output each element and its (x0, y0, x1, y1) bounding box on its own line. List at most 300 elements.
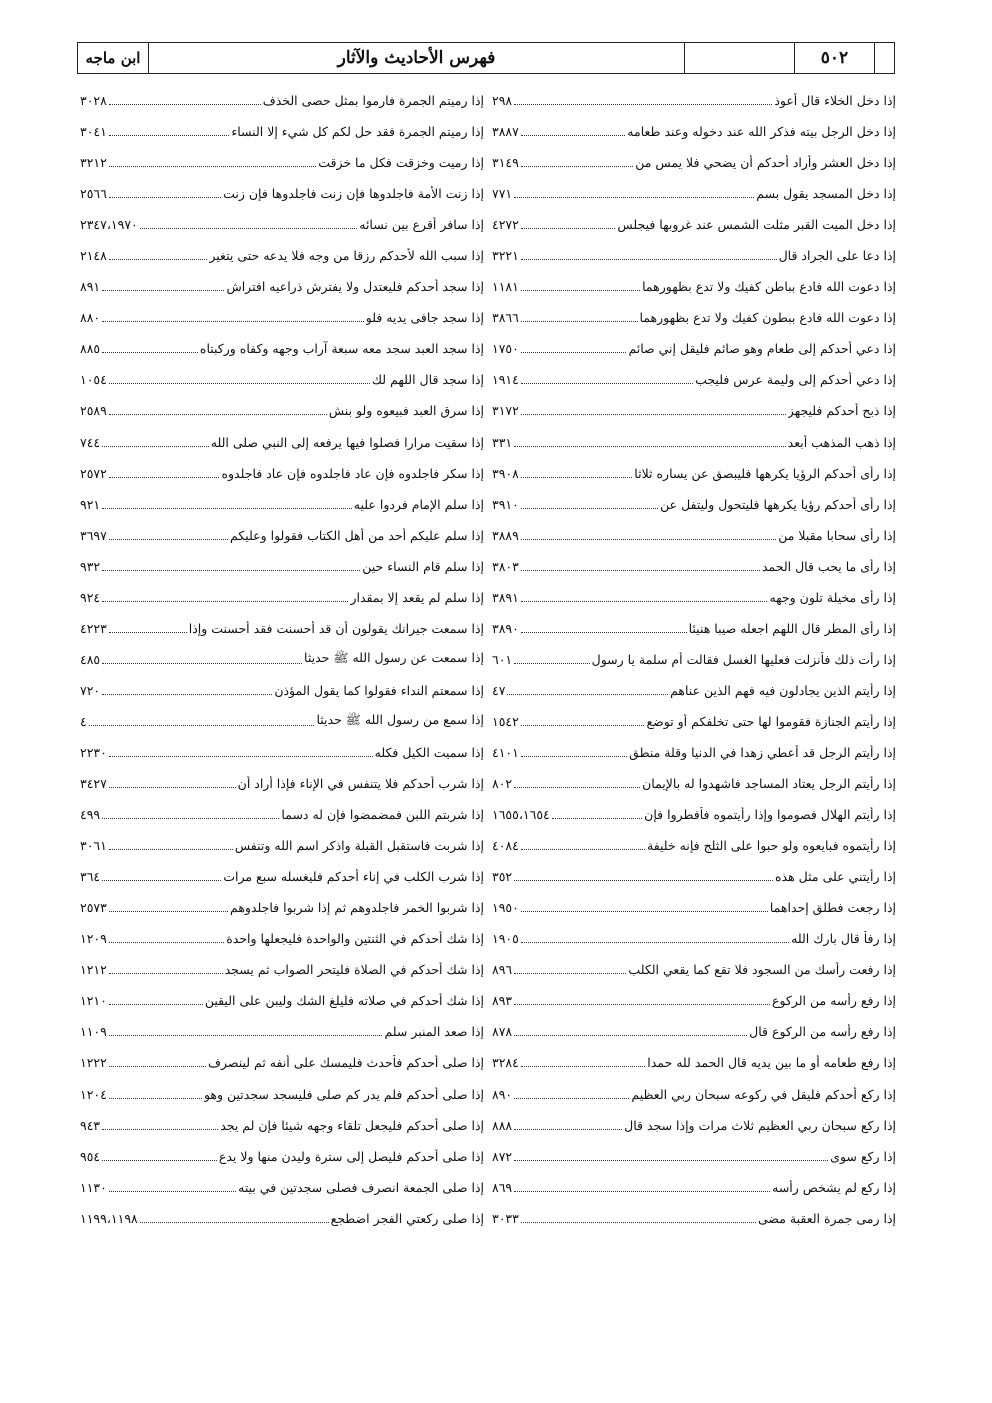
dot-leader (109, 1066, 206, 1067)
dot-leader (514, 880, 773, 881)
dot-leader (109, 197, 221, 198)
entry-ref-number: ٢٣٤٧،١٩٧٠ (80, 217, 138, 233)
index-entry (80, 768, 484, 799)
entry-ref-number: ٣٦٩٧ (80, 527, 107, 543)
index-entry (80, 333, 484, 364)
entry-ref-number: ١٠٥٤ (80, 372, 107, 388)
entry-ref-number: ٨٩٠ (492, 1086, 513, 1102)
entry-text: إذا دخل الرجل بيته فذكر الله عند دخوله وعند طعامه (627, 124, 896, 140)
dot-leader (102, 321, 364, 322)
entry-text: إذا صلى ركعتي الفجر اضطجع (330, 1210, 484, 1226)
entry-ref-number: ١٢١٠ (80, 993, 107, 1009)
entry-ref-number: ٣٨٩٠ (492, 620, 519, 636)
dot-leader (102, 1160, 217, 1161)
dot-leader (514, 1098, 629, 1099)
entry-ref-number: ٣٨٨٧ (492, 124, 519, 140)
entry-text: إذا دخل الميت القبر مثلت الشمس عند غروبها فيجلس (617, 217, 896, 233)
entry-ref-number: ٣٢٨٤ (492, 1055, 519, 1071)
entry-ref-number: ١١٩٩،١١٩٨ (80, 1210, 138, 1226)
entry-ref-number: ٨٨٨ (492, 1117, 513, 1133)
index-entry (80, 209, 484, 240)
entry-text: إذا شربتم اللبن فمضمضوا فإن له دسما (281, 807, 484, 823)
entry-text: إذا سجد قال اللهم لك (371, 372, 484, 388)
index-entry (492, 85, 896, 116)
dot-leader (102, 694, 272, 695)
entry-ref-number: ٢٥٨٩ (80, 403, 107, 419)
index-entry (80, 675, 484, 706)
index-entry (80, 830, 484, 861)
entry-text: إذا دعوت الله فادع بباطن كفيك ولا تدع بظهورهما (642, 279, 896, 295)
entry-text: إذا سلم الإمام فردوا عليه (353, 496, 484, 512)
entry-text: إذا ركع لم يشخص رأسه (772, 1179, 896, 1195)
dot-leader (521, 228, 616, 229)
entry-text: إذا صلى أحدكم فليصل إلى سترة وليدن منها ولا يدع (218, 1148, 484, 1164)
entry-text: إذا سمعت جيرانك يقولون أن قد أحسنت فقد أحسنت وإذا (188, 620, 484, 636)
entry-ref-number: ٣٨٨٩ (492, 527, 519, 543)
entry-ref-number: ١١٣٠ (80, 1179, 107, 1195)
entry-ref-number: ٣٩٠٨ (492, 465, 519, 481)
entry-ref-number: ٢٥٧٣ (80, 900, 107, 916)
dot-leader (521, 911, 768, 912)
entry-text: إذا رفع طعامه أو ما بين يديه قال الحمد لله حمدا (647, 1055, 896, 1071)
dot-leader (514, 1191, 770, 1192)
entry-ref-number: ٤٩٩ (80, 807, 101, 823)
book-name: ابن ماجه (85, 49, 141, 67)
index-entry (492, 178, 896, 209)
index-entry (80, 178, 484, 209)
entry-text: إذا سكر فاجلدوه فإن عاد فاجلدوه فإن عاد فاجلدوه (221, 465, 484, 481)
entry-ref-number: ٨٨٠ (80, 310, 101, 326)
index-entry (492, 458, 896, 489)
page-number: ٥٠٢ (794, 43, 874, 73)
entry-ref-number: ٧٢٠ (80, 682, 101, 698)
page-header (77, 42, 895, 74)
entry-text: إذا رأيتموه فبايعوه ولو حبوا على الثلج فإنه خليفة (647, 838, 896, 854)
entry-ref-number: ٨٩٦ (492, 962, 513, 978)
index-entry (80, 582, 484, 613)
dot-leader (109, 104, 261, 105)
entry-text: إذا دعي أحدكم إلى طعام وهو صائم فليقل إني صائم (628, 341, 896, 357)
index-entry (492, 1141, 896, 1172)
entry-text: إذا رفع رأسه من الركوع (771, 993, 896, 1009)
dot-leader (521, 942, 789, 943)
index-entry (492, 613, 896, 644)
entry-ref-number: ١٦٥٥،١٦٥٤ (492, 807, 550, 823)
dot-leader (109, 911, 228, 912)
dot-leader (102, 1129, 218, 1130)
dot-leader (521, 1066, 645, 1067)
entry-text: إذا شربت فاستقبل القبلة واذكر اسم الله وتنفس (234, 838, 484, 854)
entry-text: إذا شك أحدكم في الثنتين والواحدة فليجعلها واحدة (226, 931, 484, 947)
entry-ref-number: ٣٠٦١ (80, 838, 107, 854)
index-entry (492, 799, 896, 830)
index-entry (80, 1016, 484, 1047)
index-entry (492, 1172, 896, 1203)
entry-ref-number: ٣٣١ (492, 434, 513, 450)
dot-leader (109, 477, 220, 478)
index-entry (492, 520, 896, 551)
entry-text: إذا سجد جافى يديه فلو (365, 310, 484, 326)
index-entry (492, 271, 896, 302)
entry-text: إذا سلم قام النساء حين (362, 558, 484, 574)
index-entry (492, 582, 896, 613)
entry-ref-number: ٨٨٥ (80, 341, 101, 357)
index-entry (492, 644, 896, 675)
dot-leader (109, 259, 208, 260)
entry-ref-number: ٣٨٦٦ (492, 310, 519, 326)
index-entry (80, 1079, 484, 1110)
index-entry (80, 458, 484, 489)
entry-text: إذا سميت الكيل فكله (374, 745, 484, 760)
index-entry (492, 427, 896, 458)
index-entry (80, 1203, 484, 1234)
entry-text: إذا دخل المسجد يقول بسم (756, 186, 896, 202)
entry-text: إذا صلى أحدكم فأحدث فليمسك على أنفه ثم لينصرف (208, 1055, 484, 1071)
entry-ref-number: ٦٠١ (492, 651, 513, 667)
entry-ref-number: ٣٢١٢ (80, 155, 107, 171)
dot-leader (102, 508, 352, 509)
index-entry (492, 1110, 896, 1141)
page-title: فهرس الأحاديث والآثار (148, 43, 684, 73)
entry-ref-number: ٣٤٢٧ (80, 776, 107, 792)
entry-ref-number: ٤٢٧٢ (492, 217, 519, 233)
entry-ref-number: ٨٦٩ (492, 1179, 513, 1195)
entry-ref-number: ٢٥٦٦ (80, 186, 107, 202)
entry-text: إذا زنت الأمة فاجلدوها فإن زنت فاجلدوها فإن زنت (223, 186, 484, 202)
entry-text: إذا ركع سوى (830, 1148, 896, 1164)
entry-ref-number: ١٢٠٩ (80, 931, 107, 947)
dot-leader (521, 259, 777, 260)
entry-text: إذا شربوا الخمر فاجلدوهم ثم إذا شربوا فاجلدوهم (230, 900, 484, 916)
index-entry (80, 551, 484, 582)
index-entry (80, 271, 484, 302)
right-column (492, 85, 896, 1234)
entry-text: إذا سلم عليكم أحد من أهل الكتاب فقولوا وعليكم (230, 527, 484, 543)
dot-leader (109, 1004, 203, 1005)
entry-text: إذا رأى أحدكم الرؤيا يكرهها فليبصق عن يساره ثلاثا (634, 465, 896, 481)
dot-leader (102, 570, 360, 571)
dot-leader (521, 477, 632, 478)
index-entry (492, 706, 896, 737)
entry-text: إذا رأيتم الرجل يعتاد المساجد فاشهدوا له بالإيمان (642, 776, 896, 792)
index-entry (80, 1047, 484, 1078)
entry-text: إذا سجد أحدكم فليعتدل ولا يفترش ذراعيه افتراش (226, 279, 484, 295)
entry-text: إذا دخل الخلاء قال أعوذ (774, 93, 896, 109)
index-entry (492, 830, 896, 861)
index-entry (492, 302, 896, 333)
dot-leader (514, 1035, 747, 1036)
index-entry (80, 1110, 484, 1141)
entry-ref-number: ١٢١٢ (80, 962, 107, 978)
index-entry (80, 954, 484, 985)
dot-leader (514, 1004, 770, 1005)
dot-leader (109, 849, 233, 850)
entry-text: إذا سلم لم يقعد إلا بمقدار (350, 589, 484, 605)
entry-text: إذا صلى الجمعة انصرف فصلى سجدتين في بيته (238, 1179, 484, 1195)
dot-leader (514, 197, 754, 198)
entry-text: إذا رأى مخيلة تلون وجهه (769, 589, 896, 605)
index-entry (492, 209, 896, 240)
entry-ref-number: ٣٠٤١ (80, 124, 107, 140)
index-entry (492, 116, 896, 147)
entry-text: إذا رأى ما يحب قال الحمد (761, 558, 896, 574)
entry-ref-number: ١٩٠٥ (492, 931, 519, 947)
dot-leader (109, 1191, 236, 1192)
entry-text: إذا رأيتم الهلال فصوموا وإذا رأيتموه فأفطروا فإن (644, 807, 896, 823)
index-entry (492, 333, 896, 364)
index-entry (80, 427, 484, 458)
entry-ref-number: ٨٩١ (80, 279, 101, 295)
entry-text: إذا رفعت رأسك من السجود فلا تقع كما يقعي الكلب (628, 962, 896, 978)
entry-ref-number: ٢٢٣٠ (80, 745, 107, 760)
entry-ref-number: ٢٥٧٢ (80, 465, 107, 481)
entry-ref-number: ١٢٢٢ (80, 1055, 107, 1071)
entry-ref-number: ٨٧٢ (492, 1148, 513, 1164)
dot-leader (102, 880, 221, 881)
index-entry (80, 395, 484, 426)
entry-ref-number: ٤١٠١ (492, 745, 519, 760)
dot-leader (514, 446, 786, 447)
entry-ref-number: ١٢٠٤ (80, 1086, 107, 1102)
dot-leader (102, 818, 279, 819)
dot-leader (552, 818, 642, 819)
index-entry (80, 1141, 484, 1172)
entry-text: إذا ذهب المذهب أبعد (787, 434, 896, 450)
entry-text: إذا سقيت مرارا فصلوا فيها يرفعه إلى النبي صلى الله (210, 434, 484, 450)
dot-leader (102, 352, 198, 353)
entry-ref-number: ٣٦٤ (80, 869, 101, 885)
entry-text: إذا رأى أحدكم رؤيا يكرهها فليتحول وليتفل عن (660, 496, 896, 512)
entry-ref-number: ٤٠٨٤ (492, 838, 519, 854)
dot-leader (514, 663, 589, 664)
index-entry (492, 364, 896, 395)
entry-text: إذا صعد المنبر سلم (384, 1024, 484, 1040)
entry-ref-number: ١٩١٤ (492, 372, 519, 388)
dot-leader (109, 756, 373, 757)
entry-text: إذا شرب الكلب في إناء أحدكم فليغسله سبع مرات (223, 869, 484, 885)
entry-text: إذا رجعت فطلق إحداهما (769, 900, 896, 916)
entry-ref-number: ١١٨١ (492, 279, 519, 295)
entry-ref-number: ٣٩١٠ (492, 496, 519, 512)
dot-leader (521, 290, 640, 291)
entry-text: إذا رأيتم الرجل قد أعطي زهدا في الدنيا وقلة منطق (629, 745, 896, 760)
dot-leader (109, 1035, 383, 1036)
dot-leader (109, 383, 370, 384)
dot-leader (521, 321, 638, 322)
dot-leader (109, 1098, 202, 1099)
entry-text: إذا شك أحدكم في صلاته فليلغ الشك وليبن على اليقين (204, 993, 484, 1009)
index-entry (80, 85, 484, 116)
index-entry (492, 985, 896, 1016)
dot-leader (109, 539, 228, 540)
entry-text: إذا سجد العبد سجد معه سبعة آراب وجهه وكفاه وركبتاه (199, 341, 484, 357)
entry-ref-number: ٣٠٢٨ (80, 93, 107, 109)
entry-ref-number: ٤٨٥ (80, 651, 101, 667)
entry-ref-number: ٤٢٢٣ (80, 620, 107, 636)
entry-ref-number: ٣٨٩١ (492, 589, 519, 605)
index-entry (492, 147, 896, 178)
dot-leader (521, 383, 693, 384)
dot-leader (521, 508, 658, 509)
entry-ref-number: ١٧٥٠ (492, 341, 519, 357)
index-entry (80, 923, 484, 954)
entry-ref-number: ٨٩٣ (492, 993, 513, 1009)
entry-text: إذا شك أحدكم في الصلاة فليتحر الصواب ثم يسجد (224, 962, 484, 978)
index-entry (80, 706, 484, 737)
dot-leader (109, 973, 223, 974)
entry-text: إذا دعي أحدكم إلى وليمة عرس فليجب (695, 372, 896, 388)
dot-leader (140, 1222, 329, 1223)
index-entry (492, 923, 896, 954)
dot-leader (521, 352, 627, 353)
index-entry (80, 302, 484, 333)
entry-text: إذا صلى أحدكم فلم يدر كم صلى فليسجد سجدتين وهو (203, 1086, 484, 1102)
entry-text: إذا دخل العشر وأراد أحدكم أن يضحي فلا يمس من (635, 155, 896, 171)
dot-leader (514, 973, 626, 974)
header-blank-cell (874, 43, 894, 73)
dot-leader (102, 290, 224, 291)
index-entry (80, 985, 484, 1016)
dot-leader (521, 601, 768, 602)
index-entry (492, 1016, 896, 1047)
dot-leader (140, 228, 358, 229)
dot-leader (514, 104, 772, 105)
dot-leader (521, 849, 645, 850)
index-entry (80, 644, 484, 675)
index-entry (80, 147, 484, 178)
index-entry (492, 1203, 896, 1234)
entry-ref-number: ٣٨٠٣ (492, 558, 519, 574)
entry-ref-number: ٤٧ (492, 682, 506, 698)
entry-ref-number: ٧٤٤ (80, 434, 101, 450)
entry-text: إذا رأيتني على مثل هذه (774, 869, 896, 885)
index-entry (80, 799, 484, 830)
entry-ref-number: ٣٥٢ (492, 869, 513, 885)
dot-leader (109, 135, 229, 136)
index-entry (492, 675, 896, 706)
dot-leader (521, 166, 633, 167)
index-entry (80, 1172, 484, 1203)
entry-ref-number: ٩٥٤ (80, 1148, 101, 1164)
entry-text: إذا رميتم الجمرة فقد حل لكم كل شيء إلا النساء (231, 124, 484, 140)
entry-text: إذا ركع أحدكم فليقل في ركوعه سبحان ربي العظيم (631, 1086, 896, 1102)
entry-ref-number: ٣٢٢١ (492, 248, 519, 264)
entry-text: إذا رأى سحابا مقبلا من (778, 527, 896, 543)
entry-text: إذا سبب الله لأحدكم رزقا من وجه فلا يدعه حتى يتغير (209, 248, 484, 264)
entry-ref-number: ١٥٤٢ (492, 713, 519, 729)
dot-leader (102, 601, 348, 602)
dot-leader (109, 942, 224, 943)
entry-text: إذا رأيتم الذين يجادلون فيه فهم الذين عناهم (670, 682, 896, 698)
entry-ref-number: ٨٧٨ (492, 1024, 513, 1040)
entry-text: إذا ركع سبحان ربي العظيم ثلاث مرات وإذا سجد قال (624, 1117, 896, 1133)
left-column (80, 85, 484, 1234)
entry-text: إذا سرق العبد فبيعوه ولو بنش (328, 403, 484, 419)
entry-ref-number: ٢١٤٨ (80, 248, 107, 264)
index-entry (492, 489, 896, 520)
index-entry (492, 768, 896, 799)
index-entry (80, 489, 484, 520)
index-entry (80, 116, 484, 147)
index-entry (80, 892, 484, 923)
index-entry (80, 364, 484, 395)
entry-text: إذا سمعت عن رسول الله ﷺ حديثا (304, 649, 484, 665)
entry-text: إذا رمى جمرة العقبة مضى (757, 1210, 896, 1226)
dot-leader (109, 787, 236, 788)
index-entry (80, 613, 484, 644)
index-entry (492, 954, 896, 985)
entry-text: إذا رأيتم الجنازة فقوموا لها حتى تخلفكم أو توضع (646, 713, 896, 729)
entry-text: إذا ذبح أحدكم فليجهز (787, 403, 896, 419)
dot-leader (521, 539, 776, 540)
entry-ref-number: ٩٤٣ (80, 1117, 101, 1133)
dot-leader (507, 694, 668, 695)
entry-text: إذا شرب أحدكم فلا يتنفس في الإناء فإذا أراد أن (237, 776, 484, 792)
dot-leader (521, 756, 627, 757)
entry-text: إذا سافر أقرع بين نسائه (359, 217, 484, 233)
entry-ref-number: ٣١٧٢ (492, 403, 519, 419)
entry-text: إذا رميتم الجمرة فارموا بمثل حصى الخذف (262, 93, 484, 109)
dot-leader (521, 725, 645, 726)
header-blank-cell-2 (684, 43, 794, 73)
entry-text: إذا رفأ قال بارك الله (791, 931, 896, 947)
index-entry (492, 240, 896, 271)
entry-text: إذا رفع رأسه من الركوع قال (749, 1024, 896, 1040)
dot-leader (521, 632, 687, 633)
entry-ref-number: ٢٩٨ (492, 93, 513, 109)
index-entry (492, 737, 896, 768)
dot-leader (109, 632, 187, 633)
index-entry (80, 861, 484, 892)
dot-leader (102, 663, 302, 664)
dot-leader (102, 446, 209, 447)
entry-ref-number: ٩٢٤ (80, 589, 101, 605)
dot-leader (514, 787, 640, 788)
entry-text: إذا رأت ذلك فأنزلت فعليها الغسل فقالت أم سلمة يا رسول (591, 651, 896, 667)
dot-leader (521, 1222, 756, 1223)
dot-leader (514, 1160, 828, 1161)
entry-text: إذا سمع من رسول الله ﷺ حديثا (316, 711, 484, 727)
dot-leader (514, 1129, 622, 1130)
entry-text: إذا رميت وخزقت فكل ما خزقت (318, 155, 484, 171)
entry-text: إذا صلى أحدكم فليجعل تلقاء وجهه شيئا فإن لم يجد (220, 1117, 484, 1133)
dot-leader (521, 414, 786, 415)
dot-leader (521, 135, 625, 136)
entry-text: إذا دعوت الله فادع ببطون كفيك ولا تدع بظهورهما (639, 310, 896, 326)
entry-ref-number: ٣٠٣٣ (492, 1210, 519, 1226)
index-entry (492, 892, 896, 923)
dot-leader (109, 414, 327, 415)
entry-ref-number: ٩٢١ (80, 496, 101, 512)
index-entry (492, 1079, 896, 1110)
index-entry (80, 520, 484, 551)
dot-leader (89, 725, 315, 726)
entry-ref-number: ٨٠٢ (492, 776, 513, 792)
entry-ref-number: ٤ (80, 713, 87, 729)
index-entry (492, 861, 896, 892)
index-entry (80, 240, 484, 271)
index-entry (492, 551, 896, 582)
entry-ref-number: ٧٧١ (492, 186, 513, 202)
entry-text: إذا رأى المطر قال اللهم اجعله صيبا هنيئا (688, 620, 896, 636)
index-entry (492, 395, 896, 426)
entry-ref-number: ٩٣٢ (80, 558, 101, 574)
entry-ref-number: ١٩٥٠ (492, 900, 519, 916)
dot-leader (521, 570, 760, 571)
entry-ref-number: ٣١٤٩ (492, 155, 519, 171)
dot-leader (109, 166, 316, 167)
index-entry (80, 737, 484, 768)
